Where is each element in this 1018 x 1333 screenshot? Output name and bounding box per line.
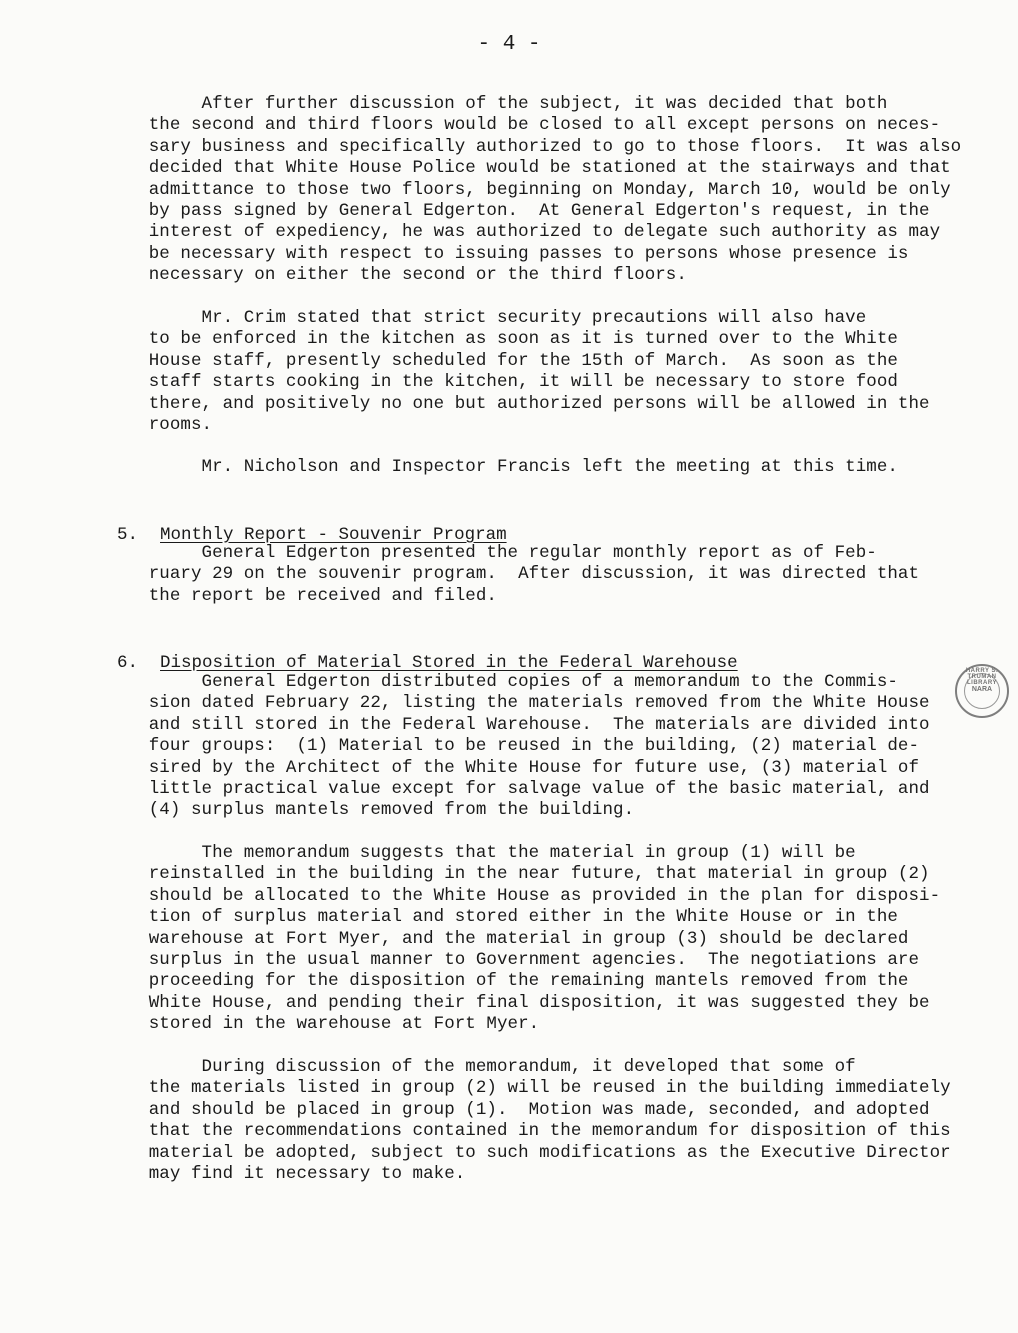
paragraph-discussion-motion — [96, 1057, 956, 1185]
text-line: should be allocated to the White House as provided in the plan for disposi- — [96, 885, 941, 906]
text-line: decided that White House Police would be stationed at the stairways and that — [96, 158, 951, 179]
text-line: sion dated February 22, listing the materials removed from the White House — [96, 693, 930, 714]
text-line: reinstalled in the building in the near future, that material in group (2) — [96, 864, 930, 885]
text-line: stored in the warehouse at Fort Myer. — [96, 1014, 540, 1035]
text-line: and still stored in the Federal Warehouse. The materials are divided into — [96, 714, 930, 735]
text-line: to be enforced in the kitchen as soon as it is turned over to the White — [96, 329, 898, 350]
text-line: During discussion of the memorandum, it developed that some of — [96, 1057, 856, 1077]
text-line: the report be received and filed. — [96, 585, 497, 606]
text-line: General Edgerton distributed copies of a memorandum to the Commis- — [96, 672, 898, 692]
text-line: tion of surplus material and stored either in the White House or in the — [96, 907, 898, 928]
text-line: be necessary with respect to issuing passes to persons whose presence is — [96, 243, 909, 264]
text-line: may find it necessary to make. — [96, 1164, 466, 1185]
paragraph-floor-access — [96, 94, 962, 287]
paragraph-monthly-report — [96, 543, 956, 607]
paragraph-memorandum-suggestions — [96, 843, 956, 1036]
section-heading-5 — [96, 502, 507, 546]
page-number: - 4 - — [477, 33, 541, 56]
text-line: House staff, presently scheduled for the 15th of March. As soon as the — [96, 350, 898, 371]
text-line: The memorandum suggests that the material in group (1) will be — [96, 843, 856, 863]
paragraph-kitchen-security — [96, 308, 956, 436]
text-line: admittance to those two floors, beginning on Monday, March 10, would be only — [96, 179, 951, 200]
text-line: Mr. Crim stated that strict security precautions will also have — [96, 308, 867, 328]
text-line: sary business and specifically authorized to go to those floors. It was also — [96, 136, 962, 157]
text-line: proceeding for the disposition of the remaining mantels removed from the — [96, 971, 909, 992]
text-line: warehouse at Fort Myer, and the material in group (3) should be declared — [96, 928, 909, 949]
paragraph-meeting-departure — [96, 457, 956, 478]
text-line: rooms. — [96, 415, 213, 436]
text-line: the second and third floors would be closed to all except persons on neces- — [96, 115, 941, 136]
text-line: by pass signed by General Edgerton. At General Edgerton's request, in the — [96, 201, 930, 222]
text-line: material be adopted, subject to such modifications as the Executive Director — [96, 1142, 951, 1163]
text-line: (4) surplus mantels removed from the building. — [96, 800, 635, 821]
text-line: there, and positively no one but authorized persons will be allowed in the — [96, 393, 930, 414]
text-line: White House, and pending their final disposition, it was suggested they be — [96, 992, 930, 1013]
section-heading-6 — [96, 630, 738, 674]
section-number: 5. — [117, 525, 139, 545]
section-title: Monthly Report - Souvenir Program — [160, 525, 507, 545]
text-line: After further discussion of the subject, it was decided that both — [96, 94, 888, 114]
text-line: four groups: (1) Material to be reused in the building, (2) material de- — [96, 736, 920, 757]
text-line: surplus in the usual manner to Government agencies. The negotiations are — [96, 950, 920, 971]
text-line: sired by the Architect of the White House for future use, (3) material of — [96, 757, 920, 778]
paragraph-memorandum-groups — [96, 672, 956, 822]
stamp-mid-text: NARA — [971, 686, 993, 693]
text-line: General Edgerton presented the regular monthly report as of Feb- — [96, 543, 877, 563]
library-stamp — [955, 664, 1009, 718]
text-line: interest of expediency, he was authorized to delegate such authority as may — [96, 222, 941, 243]
text-line: staff starts cooking in the kitchen, it will be necessary to store food — [96, 372, 898, 393]
text-line: Mr. Nicholson and Inspector Francis left the meeting at this time. — [96, 457, 898, 477]
text-line: ruary 29 on the souvenir program. After discussion, it was directed that — [96, 564, 920, 585]
text-line: necessary on either the second or the third floors. — [96, 265, 687, 286]
section-title: Disposition of Material Stored in the Federal Warehouse — [160, 653, 738, 673]
section-number: 6. — [117, 653, 139, 673]
text-line: little practical value except for salvage value of the basic material, and — [96, 779, 930, 800]
stamp-ring-text: HARRY S. TRUMAN LIBRARY — [965, 668, 999, 686]
text-line: and should be placed in group (1). Motion was made, seconded, and adopted — [96, 1099, 930, 1120]
text-line: the materials listed in group (2) will be reused in the building immediately — [96, 1078, 951, 1099]
text-line: that the recommendations contained in the memorandum for disposition of this — [96, 1121, 951, 1142]
